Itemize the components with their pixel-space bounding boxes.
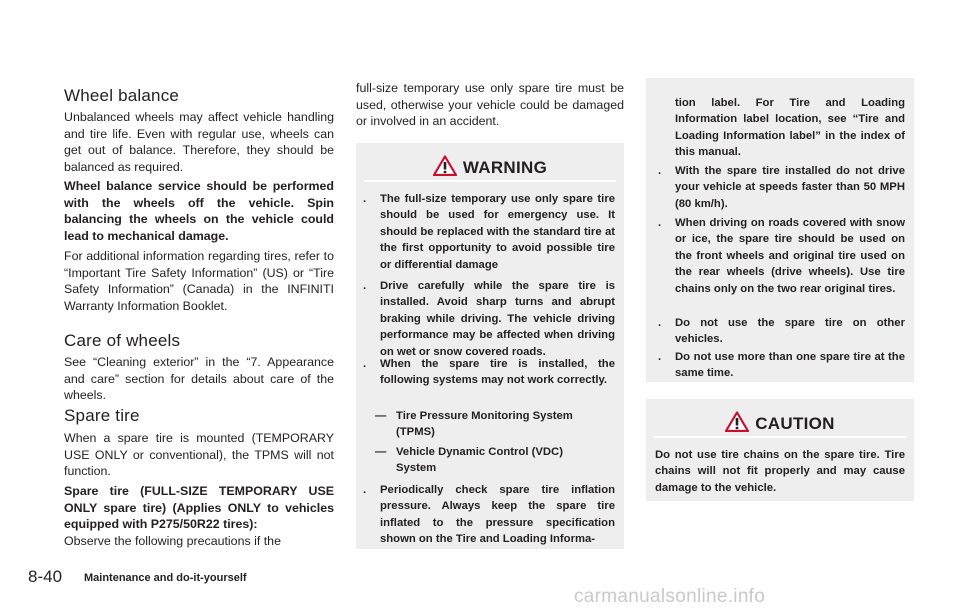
paragraph: See “Cleaning exterior” in the “7. Appearance and care” section for details about care of the wheels. (64, 355, 334, 403)
heading-wheel-balance: Wheel balance (64, 86, 180, 105)
warning-item: . When the spare tire is installed, the following systems may not work correctly. (363, 358, 615, 387)
warning-icon (433, 155, 457, 181)
warning-panel (356, 143, 624, 549)
heading-care-of-wheels: Care of wheels (64, 331, 181, 350)
caution-icon (725, 411, 749, 437)
paragraph: For additional information regarding tires, refer to “Important Tire Safety Information” (US) or “Tire Safety Information” (Canada) in the INFINITI Warranty Information Booklet. (64, 249, 334, 313)
warning-item: . When driving on roads covered with snow or ice, the spare tire should be used on the front wheels and original tire used on the rear wheels (drive wheels). Use tire chains only on the two rear original tires. (658, 217, 905, 295)
page-number: 8-40 (28, 567, 63, 586)
paragraph-bold: Wheel balance service should be performed with the wheels off the vehicle. Spin balancing the wheels on the vehicle could lead to mechanical damage. (64, 179, 334, 243)
warning-item: . Drive carefully while the spare tire is installed. Avoid sharp turns and abrupt braking while driving. The vehicle driving performance may be affected when driving on wet or snow covered roads. (363, 280, 615, 358)
warning-item: . Periodically check spare tire inflation pressure. Always keep the spare tire inflated to the pressure specification shown on the Tire and Loading Informa- (363, 484, 615, 546)
warning-item: . The full-size temporary use only spare tire should be used for emergency use. It should be replaced with the standard tire at the first opportunity to avoid possible tire or differential damage (363, 193, 615, 271)
warning-subitem: — Tire Pressure Monitoring System (TPMS) (375, 410, 573, 439)
warning-item: . Do not use more than one spare tire at the same time. (658, 351, 905, 380)
warning-header (356, 155, 624, 181)
warning-item: . With the spare tire installed do not drive your vehicle at speeds faster than 50 MPH (80 km/h). (658, 165, 905, 210)
paragraph: Unbalanced wheels may affect vehicle handling and tire life. Even with regular use, wheels can get out of balance. Therefore, they should be balanced as required. (64, 110, 334, 174)
paragraph: Observe the following precautions if the (64, 534, 281, 548)
caution-title: CAUTION (755, 414, 835, 433)
section-title: Maintenance and do-it-yourself (84, 572, 247, 584)
warning-item: . Do not use the spare tire on other vehicles. (658, 317, 905, 346)
caution-text: Do not use tire chains on the spare tire. Tire chains will not fit properly and may cause damage to the vehicle. (655, 449, 905, 494)
warning-item-continued: tion label. For Tire and Loading Information label location, see “Tire and Loading Information label” in the index of this manual. (675, 97, 905, 159)
paragraph-bold: Spare tire (FULL-SIZE TEMPORARY USE ONLY spare tire) (Applies ONLY to vehicles equipped with P275/50R22 tires): (64, 484, 334, 532)
warning-subitem: — Vehicle Dynamic Control (VDC) System (375, 446, 563, 475)
divider (364, 180, 616, 182)
caution-panel (646, 399, 914, 501)
paragraph: When a spare tire is mounted (TEMPORARY USE ONLY or conventional), the TPMS will not function. (64, 431, 334, 479)
divider (654, 436, 906, 438)
watermark: carmanualsonline.info (574, 586, 766, 607)
heading-spare-tire: Spare tire (64, 406, 140, 425)
paragraph: full-size temporary use only spare tire must be used, otherwise your vehicle could be damaged or involved in an accident. (356, 81, 624, 129)
warning-title: WARNING (462, 158, 548, 177)
caution-header (646, 411, 914, 437)
warning-panel-continued (646, 78, 914, 382)
